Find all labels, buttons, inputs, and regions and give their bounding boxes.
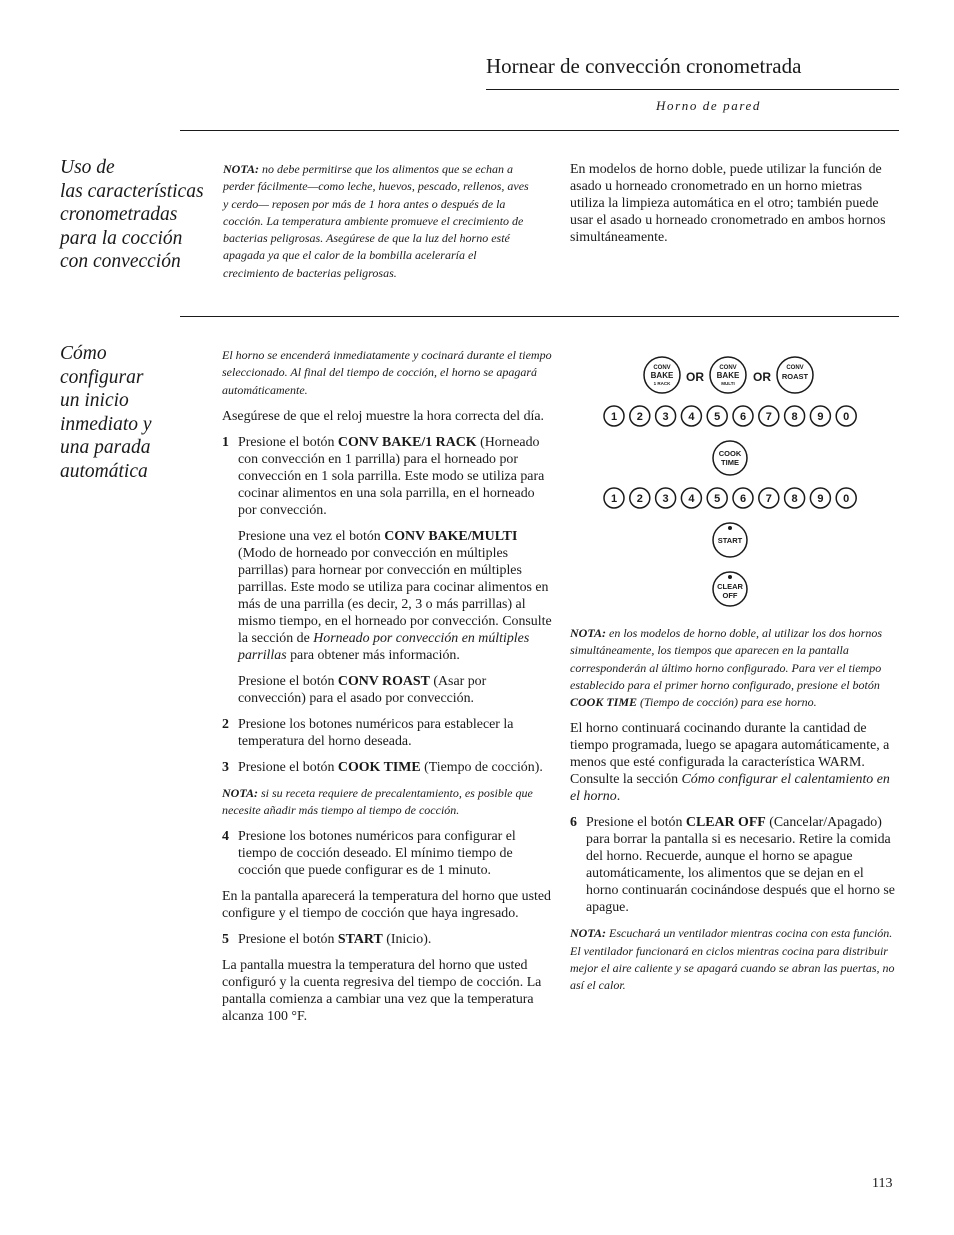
indicator-dot-icon [728, 575, 732, 579]
intro-note: El horno se encenderá inmediatamente y cocinará durante el tiempo seleccionado. Al final del tiempo de cocción, el horno se apagará automáticamente. [222, 348, 552, 397]
digit-label: 4 [688, 493, 695, 505]
digit-row [604, 406, 856, 426]
digit-label: 2 [636, 493, 643, 505]
step-5: 5 Presione el botón START (Inicio). [222, 932, 432, 948]
section1-right-text: En modelos de horno doble, puede utilizar la función de asado u horneado cronometrado en un horno mietras utiliza la limpieza automática en el otro; también puede usar el asado u horneado cronometrado en ambos hornos simultáneamente. [570, 162, 886, 245]
page-subtitle: Horno de pared [656, 98, 761, 113]
conv-label: CONV [719, 365, 737, 371]
section2-heading: Cómo configurar un inicio inmediato y una parada automática [60, 343, 152, 482]
step-6: 6 Presione el botón CLEAR OFF (Cancelar/Apagado) para borrar la pantalla si es necesario. Retire la comida del horno. Recuerde, aunque el horno se apague automáticamente, los alimentos que se dejan en el horno continuarán cocinándose después que el horno se apague. [570, 815, 895, 916]
conv-label: CONV [653, 365, 671, 371]
digit-label: 3 [662, 493, 669, 505]
double-oven-note: NOTA: en los modelos de horno doble, al utilizar los dos hornos simultáneamente, los tiempos que aparecen en la pantalla corresponderán al último horno configurado. Para ver el tiempo establecido para el primer horno configurado, presione el botón COOK TIME (Tiempo de cocción) para ese horno. [570, 626, 883, 710]
digit-label: 8 [791, 493, 798, 505]
right-column [570, 625, 898, 995]
section1-note: NOTA: no debe permitirse que los alimentos que se echan a perder fácilmente—como leche, huevos, pescado, rellenos, aves y cerdo— reposen por más de 1 hora antes o después de la cocción. La temperatura ambiente promueve el crecimiento de bacterias peligrosas. Asegúrese de que la luz del horno esté apagada ya que el calor de la bombilla aceleraría el crecimiento de bacterias peligrosas. [223, 162, 529, 280]
digit-label: 0 [843, 411, 850, 423]
check-clock-text: Asegúrese de que el reloj muestre la hora correcta del día. [222, 408, 545, 424]
multi-label: MULTI [721, 381, 735, 386]
clear-label: CLEAR [717, 582, 743, 591]
start-label: START [717, 536, 743, 545]
cook-label: COOK [718, 449, 742, 458]
digit-label: 3 [662, 411, 669, 423]
bake-label: BAKE [716, 371, 740, 380]
step-1-roast: Presione el botón CONV ROAST (Asar por convección) para el asado por convección. [238, 673, 487, 706]
roast-label: ROAST [781, 372, 809, 381]
digit-label: 1 [610, 411, 618, 423]
digit-label: 1 [610, 493, 618, 505]
digit-label: 5 [714, 493, 721, 505]
conv-label: CONV [786, 365, 804, 371]
continue-text: El horno continuará cocinando durante la cantidad de tiempo programada, luego se apagara automáticamente, a menos que esté configurada la característica WARM. Consulte la sección Cómo configurar el calentamiento en el horno. [570, 721, 890, 805]
section1-heading: Uso de las características cronometradas para la cocción con convección [60, 157, 204, 273]
or-label: OR [686, 370, 704, 384]
step-3: 3 Presione el botón COOK TIME (Tiempo de cocción). [222, 759, 543, 775]
off-label: OFF [722, 591, 738, 600]
digit-label: 4 [688, 411, 695, 423]
title-rule [486, 89, 899, 90]
step-4: 4 Presione los botones numéricos para configurar el tiempo de cocción deseado. El mínimo tiempo de cocción que puede configurar es de 1 minuto. [222, 829, 516, 879]
digit-label: 5 [714, 411, 721, 423]
digit-label: 6 [739, 493, 747, 505]
section-rule-1 [180, 130, 899, 131]
fan-note: NOTA: Escuchará un ventilador mientras cocina con esta función. El ventilador funcionará en ciclos mientras cocina para distribuir mejor el aire caliente y se apagará cuando se abran las puertas, no así el calor. [570, 926, 895, 993]
indicator-dot-icon [728, 526, 732, 530]
digit-label: 8 [791, 411, 798, 423]
countdown-text: La pantalla muestra la temperatura del horno que usted configuró y la cuenta regresiva del tiempo de cocción. La pantalla comienza a cambiar una vez que la temperatura alcanza 100 °F. [222, 958, 542, 1025]
section-rule-2 [180, 316, 899, 317]
step-2: 2 Presione los botones numéricos para establecer la temperatura del horno deseada. [222, 716, 514, 749]
bake-label: BAKE [650, 371, 674, 380]
digit-label: 9 [817, 493, 824, 505]
page-title: Hornear de convección cronometrada [486, 54, 802, 78]
one-rack-label: 1 RACK [653, 381, 671, 386]
digit-label: 7 [765, 493, 772, 505]
page-number: 113 [872, 1176, 893, 1191]
display-text: En la pantalla aparecerá la temperatura del horno que usted configure y el tiempo de cocción que haya ingresado. [222, 889, 551, 922]
digit-label: 7 [765, 411, 772, 423]
digit-label: 2 [636, 411, 643, 423]
digit-row [604, 488, 856, 508]
time-label: TIME [721, 458, 739, 467]
digit-label: 9 [817, 411, 824, 423]
step-1: 1 Presione el botón CONV BAKE/1 RACK (Horneado con convección en 1 parrilla) para el horneado por convección en 1 sola parrilla. Este modo se utiliza para cocinar alimentos en una sola parrilla, en el horneado por convección. [222, 434, 545, 518]
preheat-note: NOTA: si su receta requiere de precalentamiento, es posible que necesite añadir más tiempo al tiempo de cocción. [222, 785, 533, 818]
control-panel-diagram [600, 352, 862, 610]
or-label: OR [753, 370, 771, 384]
digit-label: 0 [843, 493, 850, 505]
step-1-multi: Presione una vez el botón CONV BAKE/MULTI (Modo de horneado por convección en múltiples parrillas) para hornear por convección en múltiples parrillas. Este modo se utiliza para cocinar alimentos en más de una parrilla (es decir, 2, 3 o más parrillas) al mismo tiempo, en el horneado por convección. Consulte la sección de Horneado por convección en múltiples parrillas para obtener más información. [238, 528, 552, 663]
digit-label: 6 [739, 411, 747, 423]
instructions-column [222, 347, 552, 1025]
